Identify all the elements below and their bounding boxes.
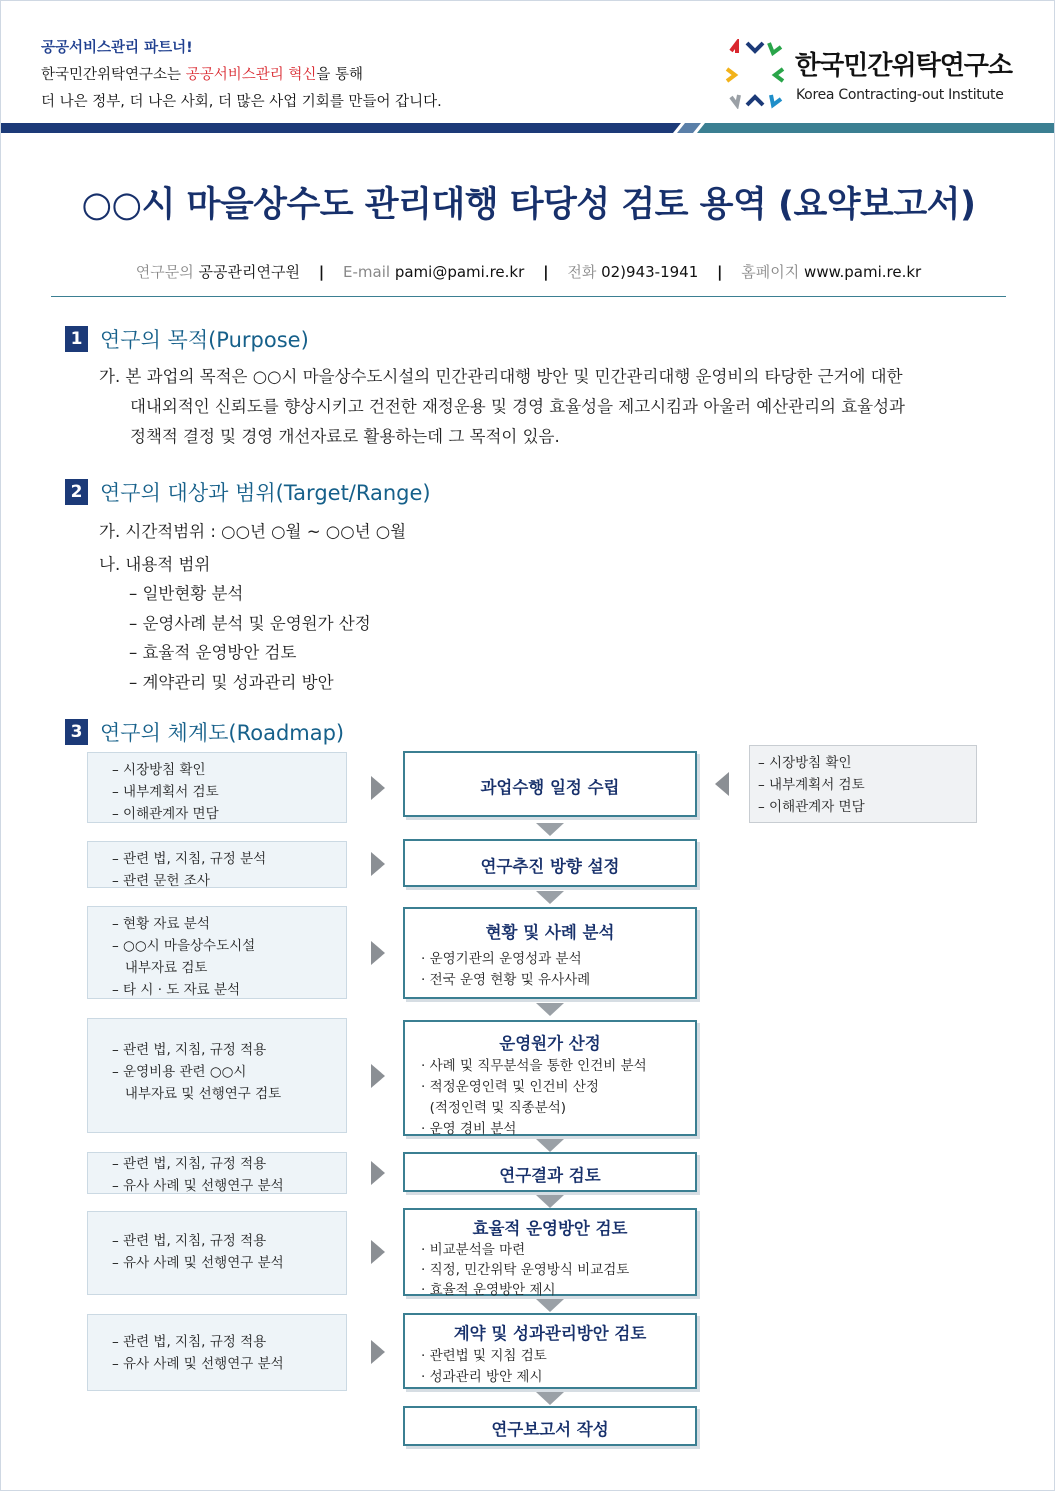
roadmap-left-box <box>87 1152 347 1194</box>
section-number: 3 <box>65 719 88 745</box>
left-box-item: – 운영비용 관련 ○○시 <box>112 1064 247 1080</box>
range-item: – 효율적 운영방안 검토 <box>129 643 297 662</box>
left-box-item: – 타 시 · 도 자료 분석 <box>112 982 241 998</box>
step-title: 연구결과 검토 <box>499 1166 601 1185</box>
arrow-down-icon <box>536 1139 564 1152</box>
web-value: www.pami.re.kr <box>804 263 922 281</box>
phone-label: 전화 <box>567 263 597 281</box>
tagline-line3: 더 나은 정부, 더 나은 사회, 더 많은 사업 기회를 만들어 갑니다. <box>41 94 442 110</box>
step-detail: · 전국 운영 현황 및 유사사례 <box>421 972 591 988</box>
step-detail: · 성과관리 방안 제시 <box>421 1369 543 1385</box>
separator: | <box>318 263 325 281</box>
section-1-heading <box>65 326 309 352</box>
tagline-highlight: 공공서비스관리 혁신 <box>185 67 317 83</box>
arrow-right-icon <box>371 1240 385 1264</box>
section-number: 2 <box>65 479 88 505</box>
arrow-right-icon <box>371 1340 385 1364</box>
left-box-item: – ○○시 마을상수도시설 <box>112 938 256 954</box>
header-tagline <box>41 35 442 116</box>
roadmap-left-box <box>87 906 347 999</box>
email-value: pami@pami.re.kr <box>394 263 525 281</box>
arrow-down-icon <box>536 1392 564 1405</box>
roadmap-step-box <box>403 1020 697 1136</box>
roadmap-left-box <box>87 1018 347 1133</box>
step-detail: · 비교분석을 마련 <box>421 1242 526 1258</box>
left-box-item: – 관련 법, 지침, 규정 분석 <box>112 851 267 867</box>
arrow-left-icon <box>715 772 729 796</box>
step-title: 계약 및 성과관리방안 검토 <box>453 1324 647 1343</box>
left-box-item: 내부자료 검토 <box>112 960 208 976</box>
purpose-line-1: 가. 본 과업의 목적은 ○○시 마을상수도시설의 민간관리대행 방안 및 민간관리대행 운영비의 타당한 근거에 대한 <box>99 367 903 386</box>
step-detail: · 직정, 민간위탁 운영방식 비교검토 <box>421 1262 630 1278</box>
email-label: E-mail <box>343 263 391 281</box>
roadmap-left-box <box>87 1211 347 1295</box>
left-box-item: – 관련 법, 지침, 규정 적용 <box>112 1156 267 1172</box>
step-detail: (적정인력 및 직종분석) <box>421 1100 567 1116</box>
arrow-down-icon <box>536 1195 564 1208</box>
institute-logo-icon <box>725 39 785 109</box>
roadmap-right-box <box>749 745 977 823</box>
tagline-line2-post: 을 통해 <box>316 67 363 83</box>
roadmap-step-box <box>403 1313 697 1389</box>
right-box-item: – 내부계획서 검토 <box>758 777 865 793</box>
divider <box>51 296 1006 297</box>
left-box-item: – 이해관계자 면담 <box>112 806 219 822</box>
step-title: 현황 및 사례 분석 <box>485 923 615 942</box>
section-2-heading <box>65 479 431 505</box>
roadmap-left-box <box>87 841 347 888</box>
left-box-item: – 관련 법, 지침, 규정 적용 <box>112 1334 267 1350</box>
logo-name-ko: 한국민간위탁연구소 <box>795 51 1013 81</box>
section-3-heading <box>65 719 344 745</box>
roadmap-step-box <box>403 1406 697 1446</box>
left-box-item: – 관련 법, 지침, 규정 적용 <box>112 1233 267 1249</box>
step-title: 연구보고서 작성 <box>491 1420 609 1439</box>
step-title: 효율적 운영방안 검토 <box>472 1219 628 1238</box>
web-label: 홈페이지 <box>741 263 800 281</box>
left-box-item: – 시장방침 확인 <box>112 762 206 778</box>
arrow-right-icon <box>371 1161 385 1185</box>
logo-name-en: Korea Contracting-out Institute <box>796 87 1004 103</box>
step-detail: · 운영 경비 분석 <box>421 1121 517 1137</box>
step-title: 운영원가 산정 <box>499 1034 601 1053</box>
roadmap-step-box <box>403 751 697 817</box>
step-detail: · 효율적 운영방안 제시 <box>421 1282 556 1298</box>
step-detail: · 운영기관의 운영성과 분석 <box>421 951 582 967</box>
roadmap-step-box <box>403 907 697 999</box>
section-title: 연구의 목적(Purpose) <box>100 328 309 352</box>
roadmap-step-box <box>403 1152 697 1192</box>
step-detail: · 사례 및 직무분석을 통한 인건비 분석 <box>421 1058 647 1074</box>
arrow-right-icon <box>371 941 385 965</box>
left-box-item: – 유사 사례 및 선행연구 분석 <box>112 1255 284 1271</box>
step-title: 과업수행 일정 수립 <box>480 778 620 797</box>
tagline-line1: 공공서비스관리 파트너! <box>41 40 193 56</box>
purpose-line-3: 정책적 결정 및 경영 개선자료로 활용하는데 그 목적이 있음. <box>130 427 560 446</box>
arrow-down-icon <box>536 1299 564 1312</box>
arrow-down-icon <box>536 823 564 836</box>
roadmap-step-box <box>403 1208 697 1296</box>
contact-line <box>1 261 1055 282</box>
range-item: – 계약관리 및 성과관리 방안 <box>129 673 334 692</box>
right-box-item: – 이해관계자 면담 <box>758 799 865 815</box>
left-box-item: – 관련 문헌 조사 <box>112 873 210 889</box>
step-detail: · 적정운영인력 및 인건비 산정 <box>421 1079 599 1095</box>
right-box-item: – 시장방침 확인 <box>758 755 852 771</box>
left-box-item: – 유사 사례 및 선행연구 분석 <box>112 1178 284 1194</box>
arrow-right-icon <box>371 852 385 876</box>
section-title: 연구의 대상과 범위(Target/Range) <box>100 481 431 505</box>
step-title: 연구추진 방향 설정 <box>480 857 620 876</box>
range-item: – 일반현황 분석 <box>129 584 244 603</box>
tagline-line2-pre: 한국민간위탁연구소는 <box>41 67 186 83</box>
separator: | <box>543 263 549 281</box>
section-number: 1 <box>65 326 88 352</box>
inquiry-label: 연구문의 <box>135 263 194 281</box>
arrow-right-icon <box>371 1064 385 1088</box>
arrow-right-icon <box>371 776 385 800</box>
header-band <box>1 123 1055 133</box>
arrow-down-icon <box>536 891 564 904</box>
inquiry-value: 공공관리연구원 <box>198 263 300 281</box>
section-title: 연구의 체계도(Roadmap) <box>100 721 345 745</box>
purpose-line-2: 대내외적인 신뢰도를 향상시키고 건전한 재정운용 및 경영 효율성을 제고시킴과 아울러 예산관리의 효율성과 <box>130 397 905 416</box>
left-box-item: – 관련 법, 지침, 규정 적용 <box>112 1042 267 1058</box>
left-box-item: – 현황 자료 분석 <box>112 916 210 932</box>
tagline-line2 <box>41 62 442 89</box>
separator: | <box>717 263 723 281</box>
time-range: 가. 시간적범위 : ○○년 ○월 ~ ○○년 ○월 <box>99 522 407 541</box>
roadmap-step-box <box>403 839 697 887</box>
roadmap-left-box <box>87 1314 347 1391</box>
step-detail: · 관련법 및 지침 검토 <box>421 1348 547 1364</box>
range-item: – 운영사례 분석 및 운영원가 산정 <box>129 614 371 633</box>
roadmap-left-box <box>87 752 347 823</box>
left-box-item: – 내부계획서 검토 <box>112 784 219 800</box>
phone-value: 02)943-1941 <box>601 263 699 281</box>
page-title: ○○시 마을상수도 관리대행 타당성 검토 용역 (요약보고서) <box>81 185 976 225</box>
arrow-down-icon <box>536 1003 564 1016</box>
left-box-item: – 유사 사례 및 선행연구 분석 <box>112 1356 284 1372</box>
content-range: 나. 내용적 범위 <box>99 555 211 574</box>
left-box-item: 내부자료 및 선행연구 검토 <box>112 1086 282 1102</box>
